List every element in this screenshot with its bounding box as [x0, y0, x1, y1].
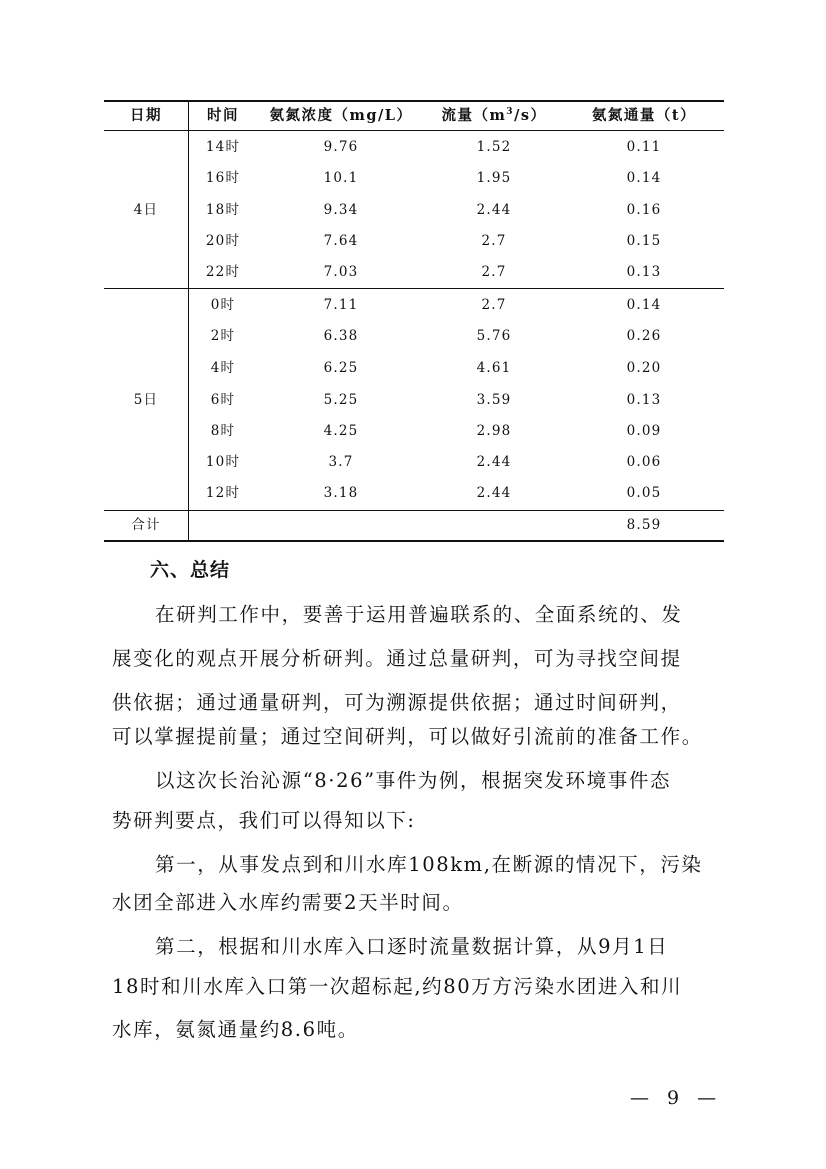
row-flux: 0.14 — [626, 170, 662, 186]
row-concentration: 5.25 — [323, 392, 359, 408]
table-total-rule — [104, 510, 724, 511]
row-concentration: 6.38 — [323, 328, 359, 344]
paragraph-line: 以这次长治沁源“8·26”事件为例，根据突发环境事件态 — [155, 769, 672, 792]
row-time: 0时 — [210, 297, 236, 313]
total-value: 8.59 — [626, 517, 662, 533]
row-concentration: 3.7 — [328, 454, 354, 470]
row-flow: 2.44 — [476, 202, 512, 218]
paragraph-line: 水库，氨氮通量约8.6吨。 — [112, 1018, 359, 1041]
paragraph-line: 第二，根据和川水库入口逐时流量数据计算，从9月1日 — [155, 935, 669, 958]
row-concentration: 6.25 — [323, 360, 359, 376]
total-label: 合计 — [131, 517, 161, 533]
row-flow: 2.7 — [481, 297, 507, 313]
row-flow: 5.76 — [476, 328, 512, 344]
row-concentration: 7.64 — [323, 233, 359, 249]
row-concentration: 3.18 — [323, 485, 359, 501]
paragraph-line: 势研判要点，我们可以得知以下: — [112, 809, 416, 832]
row-time: 12时 — [205, 485, 241, 501]
data-table — [104, 100, 724, 542]
paragraph-line: 可以掌握提前量；通过空间研判，可以做好引流前的准备工作。 — [112, 725, 703, 748]
row-flux: 0.26 — [626, 328, 662, 344]
header-flow: 流量$(m^3/s)$ — [441, 107, 547, 124]
paragraph-line: 供依据；通过通量研判，可为溯源提供依据；通过时间研判， — [112, 691, 682, 714]
page-number: — 9 — — [630, 1087, 723, 1109]
row-flux: 0.20 — [626, 360, 662, 376]
row-flux: 0.09 — [626, 423, 662, 439]
row-flux: 0.15 — [626, 233, 662, 249]
header-date: 日期 — [130, 107, 162, 124]
row-flow: 2.44 — [476, 454, 512, 470]
row-concentration: 9.76 — [323, 139, 359, 155]
section-heading: 六、总结 — [150, 559, 231, 581]
row-concentration: 7.11 — [323, 297, 359, 313]
row-flow: 3.59 — [476, 392, 512, 408]
row-flow: 2.98 — [476, 423, 512, 439]
header-flux: 氨氮通量（t） — [591, 107, 697, 124]
row-concentration: 7.03 — [323, 264, 359, 280]
row-time: 22时 — [205, 264, 241, 280]
row-time: 18时 — [205, 202, 241, 218]
row-flux: 0.14 — [626, 297, 662, 313]
table-group-rule — [104, 288, 724, 289]
paragraph-line: 18时和川水库入口第一次超标起,约80万方污染水团进入和川 — [112, 975, 683, 998]
row-flux: 0.16 — [626, 202, 662, 218]
row-flow: 1.52 — [476, 139, 512, 155]
row-time: 2时 — [210, 328, 236, 344]
row-time: 4时 — [210, 360, 236, 376]
row-flux: 0.06 — [626, 454, 662, 470]
row-time: 16时 — [205, 170, 241, 186]
row-time: 10时 — [205, 454, 241, 470]
header-time: 时间 — [207, 107, 239, 124]
row-flow: 1.95 — [476, 170, 512, 186]
header-concentration: 氨氮浓度（mg/L） — [269, 107, 413, 124]
row-time: 8时 — [210, 423, 236, 439]
row-concentration: 10.1 — [323, 170, 359, 186]
group-date-4: 4日 — [133, 202, 159, 218]
paragraph-line: 水团全部进入水库约需要2天半时间。 — [112, 891, 464, 914]
table-date-column-rule — [188, 100, 189, 541]
table-header-rule — [104, 130, 724, 131]
paragraph-line: 在研判工作中，要善于运用普遍联系的、全面系统的、发 — [155, 603, 683, 626]
row-flow: 2.7 — [481, 264, 507, 280]
table-top-border — [104, 100, 724, 102]
row-flow: 2.7 — [481, 233, 507, 249]
row-flux: 0.05 — [626, 485, 662, 501]
row-flux: 0.13 — [626, 264, 662, 280]
paragraph-line: 展变化的观点开展分析研判。通过总量研判，可为寻找空间提 — [112, 647, 682, 670]
row-flux: 0.11 — [626, 139, 662, 155]
group-date-5: 5日 — [133, 392, 159, 408]
table-bottom-border — [104, 540, 724, 542]
row-time: 6时 — [210, 392, 236, 408]
row-flow: 2.44 — [476, 485, 512, 501]
row-time: 14时 — [205, 139, 241, 155]
paragraph-line: 第一，从事发点到和川水库108km,在断源的情况下，污染 — [155, 853, 703, 876]
row-flux: 0.13 — [626, 392, 662, 408]
row-flow: 4.61 — [476, 360, 512, 376]
row-concentration: 4.25 — [323, 423, 359, 439]
row-concentration: 9.34 — [323, 202, 359, 218]
row-time: 20时 — [205, 233, 241, 249]
